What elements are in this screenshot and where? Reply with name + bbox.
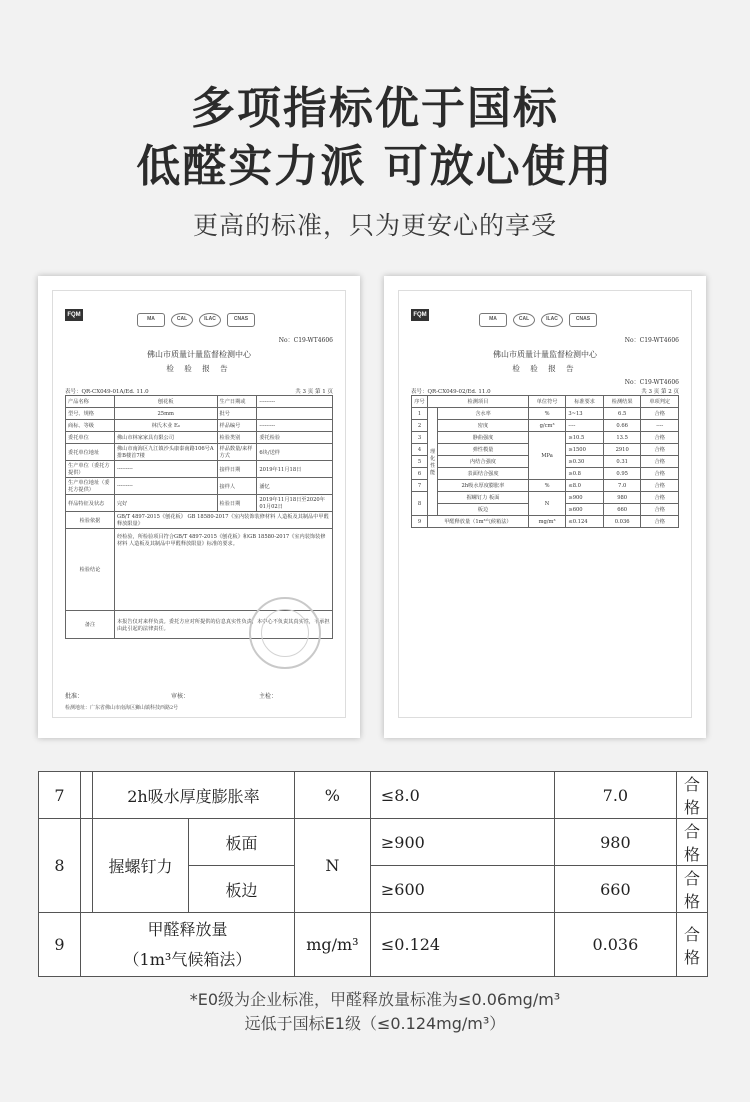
cell: 板边: [438, 504, 529, 516]
result: 7.0: [554, 772, 676, 819]
requirement: ≥600: [370, 866, 554, 913]
cell: 7.0: [603, 480, 641, 492]
cell: 生产单位（委托方提供）: [66, 461, 115, 478]
cell: 表面结合强度: [438, 468, 529, 480]
item-method: （1m³气候箱法）: [123, 949, 252, 969]
cell: 13.5: [603, 432, 641, 444]
cell: 9: [412, 516, 428, 528]
org-name: 佛山市质量计量监督检测中心: [493, 350, 597, 359]
cell: ---------: [257, 396, 333, 408]
verdict: 合格: [676, 913, 707, 977]
item-name: 握螺钉力: [93, 819, 189, 913]
cell: GB/T 4897-2015《刨花板》 GB 18580-2017《室内装饰装修材料 人造板及其制品中甲醛释放限量》: [114, 512, 332, 529]
result: 660: [554, 866, 676, 913]
cell: 2019年11月18日: [257, 461, 333, 478]
header-cell: 标准要求: [566, 396, 604, 408]
cell: 接样日期: [217, 461, 257, 478]
cell: 6: [412, 468, 428, 480]
cell: ≥600: [566, 504, 604, 516]
row-number: 8: [39, 819, 81, 913]
cell: %: [528, 480, 566, 492]
table-row: [39, 772, 708, 819]
verdict: 合格: [676, 819, 707, 866]
table-row: [39, 819, 708, 866]
cnas-logo-icon: CNAS: [227, 313, 255, 327]
header-cell: 序号: [412, 396, 428, 408]
headline-line-1: 多项指标优于国标: [191, 83, 559, 134]
cell: %: [528, 408, 566, 420]
cell: ---------: [114, 461, 217, 478]
cell: 25mm: [114, 408, 217, 420]
sub-item-name: 板面: [189, 819, 295, 866]
cell: 样品特征及状态: [66, 495, 115, 512]
report-page-2-sheet: [398, 290, 692, 718]
test-address: 检测地址：广东省佛山市南海区狮山镇科技西路2号: [65, 705, 179, 711]
cell: 弹性模量: [438, 444, 529, 456]
ma-logo-icon: MA: [479, 313, 507, 327]
cell: 刨花板: [114, 396, 217, 408]
cell: 握螺钉力 板面: [438, 492, 529, 504]
cell: g/cm³: [528, 420, 566, 432]
remark-text: 本报告仅对来样负责。委托方应对所提供的信息真实性负责，本中心不负责其真实性，不承担由此引起的法律责任。: [114, 611, 332, 639]
cell: 型号、规格: [66, 408, 115, 420]
fqm-logo-icon: FQM: [65, 309, 83, 321]
result: 980: [554, 819, 676, 866]
cell: 合格: [641, 444, 679, 456]
cell: ≥900: [566, 492, 604, 504]
sub-item-name: 板边: [189, 866, 295, 913]
unit: %: [294, 772, 370, 819]
cal-logo-icon: CAL: [513, 313, 535, 327]
cell: 甲醛释放量（1m³气候箱法）: [428, 516, 529, 528]
official-seal-icon: [249, 597, 321, 669]
cell: ---------: [114, 478, 217, 495]
report-page-1-sheet: [52, 290, 346, 718]
unit: N: [294, 819, 370, 913]
cell: 完好: [114, 495, 217, 512]
zoomed-results-table: [38, 771, 708, 977]
cal-logo-icon: CAL: [171, 313, 193, 327]
report-title: 检 验 报 告: [166, 364, 232, 373]
item-name: 甲醛释放量: [147, 919, 228, 939]
cell: 批号: [217, 408, 257, 420]
cell: 委托单位地址: [66, 444, 115, 461]
conclusion-text: 经检验，所检验项目符合GB/T 4897-2015《刨花板》和GB 18580-2017《室内装饰装修材料 人造板及其制品中甲醛释放限量》标准的要求。: [114, 529, 332, 611]
doc-number: No：C19-WT4606: [278, 337, 333, 344]
cell: 合格: [641, 468, 679, 480]
cell: 样品编号: [217, 420, 257, 432]
verdict: 合格: [676, 772, 707, 819]
group-cell: [81, 772, 93, 819]
cell: 980: [603, 492, 641, 504]
conclusion-label: 检验结论: [66, 529, 115, 611]
table-row: [39, 913, 708, 977]
cell: [257, 408, 333, 420]
header-cell: 单项判定: [641, 396, 679, 408]
cnas-logo-icon: CNAS: [569, 313, 597, 327]
cell: ≤0.124: [566, 516, 604, 528]
cell: mg/m³: [528, 516, 566, 528]
cell: 0.036: [603, 516, 641, 528]
cell: 产品名称: [66, 396, 115, 408]
reviewer-label: 审核：: [171, 693, 190, 700]
result: 0.036: [554, 913, 676, 977]
cell: 检验类别: [217, 432, 257, 444]
form-number: 表号：QR-CX049-02/Ed. 11.0: [411, 389, 491, 395]
cell: 7: [412, 480, 428, 492]
cell: 合格: [641, 492, 679, 504]
requirement: ≤8.0: [370, 772, 554, 819]
cell: ----: [641, 420, 679, 432]
row-number: 9: [39, 913, 81, 977]
cell: 0.66: [603, 420, 641, 432]
cell: 2019年11月18日至2020年01月02日: [257, 495, 333, 512]
remark-label: 备注: [66, 611, 115, 639]
cell: 商标、等级: [66, 420, 115, 432]
cell: 合格: [641, 504, 679, 516]
cell: 含水率: [438, 408, 529, 420]
item-name: 2h吸水厚度膨胀率: [93, 772, 295, 819]
cell: 合格: [641, 432, 679, 444]
cell: 检验日期: [217, 495, 257, 512]
cell: 3: [412, 432, 428, 444]
subtitle: 更高的标准，只为更安心的享受: [192, 211, 557, 240]
approver-label: 批准：: [65, 693, 84, 700]
verdict: 合格: [676, 866, 707, 913]
cell: 0.95: [603, 468, 641, 480]
ma-logo-icon: MA: [137, 313, 165, 327]
cell: 佛山市林家家具有限公司: [114, 432, 217, 444]
cell: 生产日期或: [217, 396, 257, 408]
cell: 林氏木业 E₀: [114, 420, 217, 432]
page-count: 共 3 页 第 1 页: [295, 389, 333, 395]
cell: 6块/送样: [257, 444, 333, 461]
cell: 合格: [641, 516, 679, 528]
headline-line-2: 低醛实力派 可放心使用: [136, 141, 614, 192]
group-cell: [81, 819, 93, 913]
footnote-line-1: *E0级为企业标准，甲醛释放量标准为≤0.06mg/m³: [189, 990, 561, 1009]
cell: 8: [412, 492, 428, 516]
item-name-cell: [81, 913, 295, 977]
fqm-logo-icon: FQM: [411, 309, 429, 321]
cell: 内结合强度: [438, 456, 529, 468]
cell: N: [528, 492, 566, 516]
cell: 6.5: [603, 408, 641, 420]
cell: 4: [412, 444, 428, 456]
ilac-logo-icon: ILAC: [541, 313, 563, 327]
cell: ≥0.30: [566, 456, 604, 468]
cell: ----: [566, 420, 604, 432]
cell: 660: [603, 504, 641, 516]
cell: 样品数量/来样方式: [217, 444, 257, 461]
page-count: 共 3 页 第 2 页: [641, 389, 679, 395]
cell: 3~13: [566, 408, 604, 420]
cell: 合格: [641, 480, 679, 492]
cell: 2910: [603, 444, 641, 456]
report-2-table: [411, 395, 679, 528]
cell: 生产单位地址（委托方提供）: [66, 478, 115, 495]
group-label: 理化性能: [428, 408, 438, 516]
cell: 佛山市南海区九江镇沙头康泰南路106号A排B楼首7楼: [114, 444, 217, 461]
cell: 检验依据: [66, 512, 115, 529]
cell: 潘忆: [257, 478, 333, 495]
cell: 2h吸水厚度膨胀率: [438, 480, 529, 492]
accreditation-logos: [137, 313, 255, 327]
cell: ≥1500: [566, 444, 604, 456]
cell: 合格: [641, 408, 679, 420]
cell: MPa: [528, 432, 566, 480]
cell: ≥10.5: [566, 432, 604, 444]
report-page-2: [384, 276, 706, 738]
unit: mg/m³: [294, 913, 370, 977]
cell: 5: [412, 456, 428, 468]
cell: ≥0.8: [566, 468, 604, 480]
doc-number-2: No：C19-WT4606: [624, 379, 679, 386]
doc-number: No：C19-WT4606: [624, 337, 679, 344]
cell: ---------: [257, 420, 333, 432]
accreditation-logos: [479, 313, 597, 327]
requirement: ≥900: [370, 819, 554, 866]
cell: 合格: [641, 456, 679, 468]
row-number: 7: [39, 772, 81, 819]
ilac-logo-icon: ILAC: [199, 313, 221, 327]
cell: ≤8.0: [566, 480, 604, 492]
requirement: ≤0.124: [370, 913, 554, 977]
cell: 委托单位: [66, 432, 115, 444]
cell: 0.31: [603, 456, 641, 468]
tester-label: 主检：: [259, 693, 278, 700]
cell: 密度: [438, 420, 529, 432]
report-title: 检 验 报 告: [512, 364, 578, 373]
report-page-1: [38, 276, 360, 738]
header-cell: 检测项目: [428, 396, 529, 408]
org-name: 佛山市质量计量监督检测中心: [147, 350, 251, 359]
header-cell: 单位符号: [528, 396, 566, 408]
cell: 静曲强度: [438, 432, 529, 444]
form-number: 表号：QR-CX049-01A/Ed. 11.0: [65, 389, 149, 395]
cell: 接样人: [217, 478, 257, 495]
footnote-line-2: 远低于国标E1级（≤0.124mg/m³）: [244, 1014, 506, 1033]
cell: 委托检验: [257, 432, 333, 444]
cell: 2: [412, 420, 428, 432]
header-cell: 检测结果: [603, 396, 641, 408]
cell: 1: [412, 408, 428, 420]
